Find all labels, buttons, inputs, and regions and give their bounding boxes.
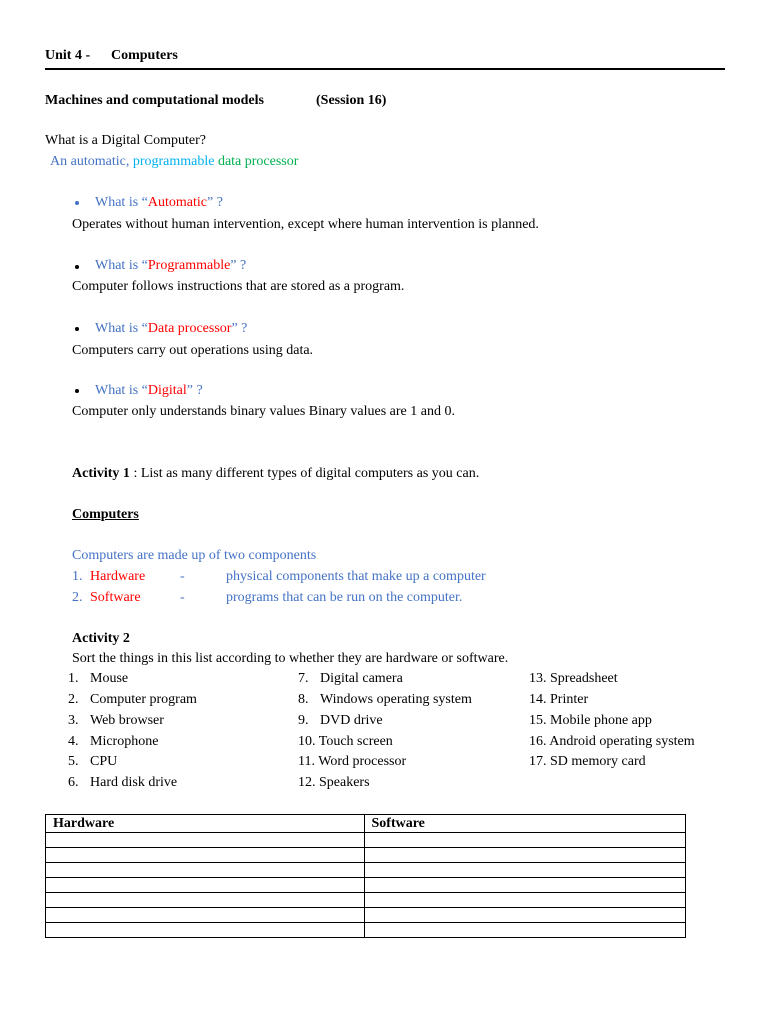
question-prefix: What is “ [95,195,148,210]
list-item: 3. Web browser [68,713,164,728]
activity1-text: : List as many different types of digital computers as you can. [133,466,480,481]
table-header-row [46,815,686,833]
component-desc-software: programs that can be run on the computer. [226,590,463,605]
answer-data-processor-text: Computers carry out operations using data. [72,343,314,358]
table-row [46,908,686,923]
question-prefix: What is “ [95,321,148,336]
answer-data-processor: data processor [217,154,299,169]
question-suffix: ” ? [230,258,247,273]
question-term: Automatic [147,195,207,210]
list-item: 8. Windows operating system [298,692,472,707]
component-number: 2. [72,590,83,605]
list-item: 12. Speakers [298,775,370,790]
bullet-icon [75,389,79,393]
component-term-hardware: Hardware [90,569,146,584]
header-rule [45,68,725,70]
question-prefix: What is “ [95,383,148,398]
component-dash: - [180,569,185,584]
software-cell[interactable] [364,878,686,893]
unit-label: Unit 4 - [45,48,91,63]
question-term: Digital [147,383,187,398]
hardware-cell[interactable] [46,848,365,863]
activity2-instruction: Sort the things in this list according to whether they are hardware or software. [72,651,509,666]
list-item: 10. Touch screen [298,734,393,749]
bullet-icon [75,327,79,331]
definition-answer [50,154,298,170]
list-item: 16. Android operating system [529,734,695,749]
software-cell[interactable] [364,908,686,923]
answer-programmable: programmable [132,154,215,169]
definition-question: What is a Digital Computer? [45,133,206,148]
section-title: Machines and computational models [45,93,264,108]
answer-programmable-text: Computer follows instructions that are stored as a program. [72,279,405,294]
list-item: 11. Word processor [298,754,407,769]
computers-intro: Computers are made up of two components [72,548,317,563]
list-item: 4. Microphone [68,734,159,749]
activity1-label: Activity 1 [72,466,130,481]
list-item: 17. SD memory card [529,754,646,769]
list-item: 6. Hard disk drive [68,775,178,790]
table-row [46,848,686,863]
component-term-software: Software [90,590,141,605]
sort-table [45,814,686,938]
question-suffix: ” ? [186,383,203,398]
computers-heading: Computers [72,507,139,522]
question-suffix: ” ? [206,195,223,210]
question-term: Programmable [147,258,231,273]
list-item: 2. Computer program [68,692,197,707]
table-row [46,833,686,848]
hardware-cell[interactable] [46,833,365,848]
software-cell[interactable] [364,833,686,848]
hardware-cell[interactable] [46,908,365,923]
list-item: 5. CPU [68,754,118,769]
software-cell[interactable] [364,848,686,863]
software-cell[interactable] [364,923,686,938]
header-software: Software [364,815,686,833]
list-item: 7. Digital camera [298,671,403,686]
question-programmable [95,258,246,274]
session-label: (Session 16) [316,93,387,108]
activity1 [72,466,479,482]
bullet-icon [75,265,79,269]
list-item: 1. Mouse [68,671,129,686]
table-row [46,923,686,938]
list-item: 9. DVD drive [298,713,383,728]
table-row [46,863,686,878]
question-suffix: ” ? [231,321,248,336]
activity2-label: Activity 2 [72,631,130,646]
table-row [46,878,686,893]
hardware-cell[interactable] [46,863,365,878]
unit-title: Computers [111,48,178,63]
component-number: 1. [72,569,83,584]
header-hardware: Hardware [46,815,365,833]
list-item: 13. Spreadsheet [529,671,618,686]
answer-automatic: An automatic [50,154,126,169]
software-cell[interactable] [364,863,686,878]
table-row [46,893,686,908]
list-item: 15. Mobile phone app [529,713,652,728]
question-term: Data processor [147,321,232,336]
hardware-cell[interactable] [46,893,365,908]
hardware-cell[interactable] [46,878,365,893]
question-automatic [95,195,223,211]
answer-digital-text: Computer only understands binary values Binary values are 1 and 0. [72,404,455,419]
component-desc-hardware: physical components that make up a computer [226,569,486,584]
answer-automatic-text: Operates without human intervention, except where human intervention is planned. [72,217,539,232]
answer-comma: , [125,154,130,169]
bullet-icon [75,201,79,205]
hardware-cell[interactable] [46,923,365,938]
list-item: 14. Printer [529,692,589,707]
question-data-processor [95,321,247,337]
component-dash: - [180,590,185,605]
software-cell[interactable] [364,893,686,908]
question-digital [95,383,203,399]
question-prefix: What is “ [95,258,148,273]
